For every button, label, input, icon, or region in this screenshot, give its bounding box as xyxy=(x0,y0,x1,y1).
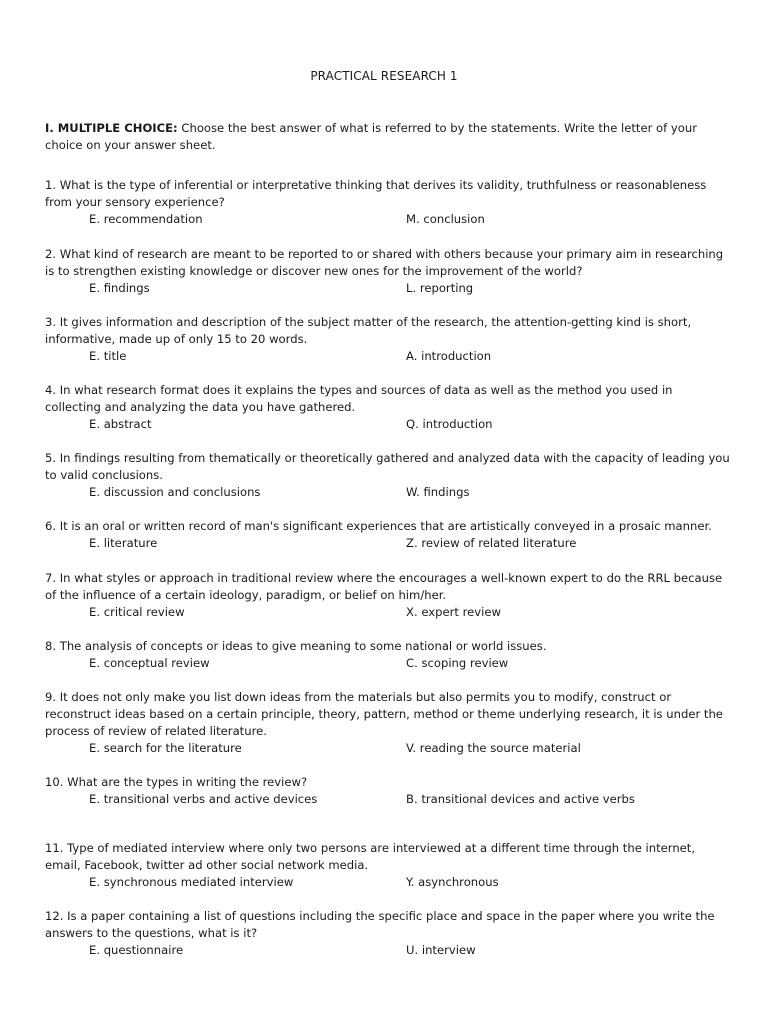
question-text: 1. What is the type of inferential or interpretative thinking that derives its validity, truthfulness or reasonableness from your sensory experience? xyxy=(45,178,707,209)
option-b: Q. introduction xyxy=(406,417,493,431)
option-a: E. synchronous mediated interview xyxy=(89,875,294,889)
question-text: 6. It is an oral or written record of man's significant experiences that are artistically conveyed in a prosaic manner. xyxy=(45,519,712,533)
option-b: Y. asynchronous xyxy=(406,875,499,889)
option-a: E. discussion and conclusions xyxy=(89,485,261,499)
section-label: I. MULTIPLE CHOICE: xyxy=(45,121,178,135)
page-title: PRACTICAL RESEARCH 1 xyxy=(310,69,458,83)
question-text: 8. The analysis of concepts or ideas to give meaning to some national or world issues. xyxy=(45,639,547,653)
question-text: 9. It does not only make you list down ideas from the materials but also permits you to modify, construct or reconstruct ideas based on a certain principle, theory, pattern, method or theme underlying research, it is under the process of review of related literature. xyxy=(45,690,723,738)
option-a: E. literature xyxy=(89,536,158,550)
option-b: L. reporting xyxy=(406,281,474,295)
option-b: W. findings xyxy=(406,485,470,499)
question-text: 5. In findings resulting from thematically or theoretically gathered and analyzed data with the capacity of leading you to valid conclusions. xyxy=(45,451,730,482)
question-text: 3. It gives information and description of the subject matter of the research, the attention-getting kind is short, informative, made up of only 15 to 20 words. xyxy=(45,315,692,346)
option-a: E. critical review xyxy=(89,605,185,619)
option-b: M. conclusion xyxy=(406,212,485,226)
question-text: 2. What kind of research are meant to be reported to or shared with others because your primary aim in researching is to strengthen existing knowledge or discover new ones for the improvement of the world? xyxy=(45,247,724,278)
option-a: E. transitional verbs and active devices xyxy=(89,792,318,806)
instructions-text: Choose the best answer of what is referred to by the statements. Write the letter of your choice on your answer sheet. xyxy=(45,121,697,152)
option-b: B. transitional devices and active verbs xyxy=(406,792,635,806)
option-b: U. interview xyxy=(406,943,476,957)
question-text: 12. Is a paper containing a list of questions including the specific place and space in the paper where you write the answers to the questions, what is it? xyxy=(45,909,715,940)
option-b: V. reading the source material xyxy=(406,741,581,755)
option-b: Z. review of related literature xyxy=(406,536,577,550)
question-text: 4. In what research format does it explains the types and sources of data as well as the method you used in collecting and analyzing the data you have gathered. xyxy=(45,383,673,414)
option-a: E. abstract xyxy=(89,417,152,431)
option-b: A. introduction xyxy=(406,349,492,363)
option-a: E. search for the literature xyxy=(89,741,242,755)
option-a: E. title xyxy=(89,349,127,363)
instructions xyxy=(45,120,725,154)
option-a: E. conceptual review xyxy=(89,656,210,670)
option-b: X. expert review xyxy=(406,605,501,619)
option-a: E. findings xyxy=(89,281,150,295)
question-text: 7. In what styles or approach in traditional review where the encourages a well-known expert to do the RRL because of the influence of a certain ideology, paradigm, or belief on him/her. xyxy=(45,571,723,602)
option-a: E. recommendation xyxy=(89,212,203,226)
question-text: 10. What are the types in writing the review? xyxy=(45,775,308,789)
option-b: C. scoping review xyxy=(406,656,509,670)
question-text: 11. Type of mediated interview where only two persons are interviewed at a different time through the internet, email, Facebook, twitter ad other social network media. xyxy=(45,841,696,872)
option-a: E. questionnaire xyxy=(89,943,184,957)
